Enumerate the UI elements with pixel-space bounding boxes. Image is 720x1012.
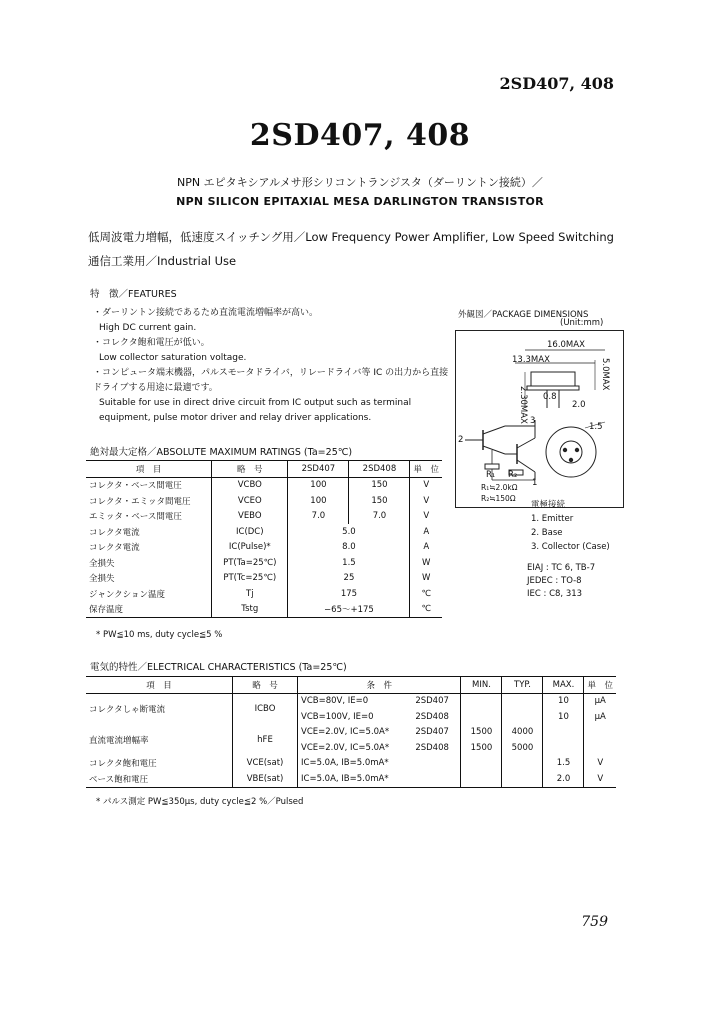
value-cell: 5.0	[288, 524, 410, 540]
resistor-r2-value: R₂≒150Ω	[481, 494, 516, 503]
dim-label: 5.0MAX	[600, 358, 610, 391]
unit-cell: μA	[584, 709, 616, 725]
value-cell: 7.0	[288, 509, 349, 525]
max-cell: 10	[543, 693, 584, 709]
circuit-label: 1	[532, 478, 538, 488]
table-row	[86, 756, 616, 772]
column-header: 単 位	[410, 461, 442, 478]
table-row	[86, 493, 442, 509]
feature-line: ・ダーリントン接続であるため直流電流増幅率が高い。	[93, 308, 319, 318]
value-cell: 8.0	[288, 540, 410, 556]
dim-label: 0.8	[543, 392, 557, 402]
typ-cell	[502, 693, 543, 709]
value-cell: 175	[288, 586, 410, 602]
table-row	[86, 540, 442, 556]
circuit-label: R₁	[486, 470, 496, 480]
subtitle-en: NPN SILICON EPITAXIAL MESA DARLINGTON TRANSISTOR	[176, 195, 544, 208]
package-flange	[527, 386, 579, 390]
table-row	[86, 602, 442, 618]
item-cell: コレクタ・ベース間電圧	[89, 481, 182, 492]
pin-connections	[531, 498, 610, 554]
circuit-label: 3	[530, 416, 536, 426]
table-row	[86, 571, 442, 587]
item-cell: 直流電流増幅率	[89, 736, 149, 746]
column-header: 2SD408	[349, 461, 410, 478]
symbol-cell: VCEO	[212, 493, 288, 509]
device-cell: 2SD407	[415, 727, 449, 738]
pin-heading: 電極接続	[531, 500, 566, 510]
max-cell: 10	[543, 709, 584, 725]
symbol-cell: Tstg	[212, 602, 288, 618]
typ-cell	[502, 756, 543, 772]
symbol-cell: VCBO	[212, 477, 288, 493]
symbol-cell: PT(Ta=25℃)	[212, 555, 288, 571]
condition-cell: VCE=2.0V, IC=5.0A*	[298, 740, 413, 756]
abs-max-heading: 絶対最大定格／ABSOLUTE MAXIMUM RATINGS (Ta=25℃)	[90, 447, 353, 458]
package-can-body	[531, 372, 575, 386]
value-cell: −65〜+175	[288, 602, 410, 618]
feature-line: equipment, pulse motor driver and relay driver applications.	[99, 413, 372, 423]
column-header: MIN.	[461, 677, 502, 694]
device-cell: 2SD408	[415, 742, 449, 753]
symbol-cell: VBE(sat)	[233, 771, 298, 787]
value-cell: 150	[349, 493, 410, 509]
feature-line: ・コレクタ飽和電圧が低い。	[93, 338, 210, 348]
standard-item: JEDEC : TO-8	[527, 576, 582, 586]
dim-label: 1.5	[589, 422, 603, 432]
typ-cell	[502, 709, 543, 725]
elec-table	[86, 676, 616, 788]
value-cell: 100	[288, 493, 349, 509]
pin-item: 1. Emitter	[531, 514, 574, 524]
value-cell: 1.5	[288, 555, 410, 571]
column-header: 単 位	[584, 677, 616, 694]
typ-cell: 5000	[502, 740, 543, 756]
feature-line: ・コンピュータ端末機器，パルスモータドライバ，リレードライバ等 IC の出力から直接ドライブする用途に最適です。	[93, 368, 449, 393]
standard-item: IEC : C8, 313	[527, 589, 583, 599]
unit-cell: V	[584, 756, 616, 772]
column-header: TYP.	[502, 677, 543, 694]
application-line-1: 低周波電力増幅，低速度スイッチング用／Low Frequency Power Amplifier, Low Speed Switching	[88, 230, 614, 244]
item-cell: 全損失	[89, 558, 115, 569]
item-cell: コレクタしゃ断電流	[89, 705, 166, 715]
unit-cell	[584, 725, 616, 741]
package-bottom-view	[546, 427, 596, 477]
abs-max-header-row	[86, 461, 442, 478]
circuit-label: R₂	[508, 470, 518, 480]
min-cell: 1500	[461, 725, 502, 741]
standard-item: EIAJ : TC 6, TB-7	[527, 563, 596, 573]
device-cell: 2SD408	[415, 711, 449, 722]
table-row	[86, 586, 442, 602]
unit-cell: V	[410, 477, 442, 493]
condition-cell: VCB=80V, IE=0	[298, 693, 413, 709]
column-header: MAX.	[543, 677, 584, 694]
value-cell: 25	[288, 571, 410, 587]
unit-cell	[584, 740, 616, 756]
table-row	[86, 477, 442, 493]
symbol-cell: PT(Tc=25℃)	[212, 571, 288, 587]
resistor-r1-value: R₁≒2.0kΩ	[481, 483, 518, 492]
unit-cell: W	[410, 571, 442, 587]
column-header: 略 号	[233, 677, 298, 694]
elec-note: * パルス測定 PW≦350μs, duty cycle≦2 %／Pulsed	[96, 797, 304, 807]
condition-cell: IC=5.0A, IB=5.0mA*	[298, 771, 413, 787]
condition-cell: VCE=2.0V, IC=5.0A*	[298, 725, 413, 741]
unit-cell: ℃	[410, 586, 442, 602]
feature-line: Low collector saturation voltage.	[99, 353, 247, 363]
min-cell	[461, 709, 502, 725]
max-cell: 2.0	[543, 771, 584, 787]
device-cell: 2SD407	[415, 696, 449, 707]
item-cell: コレクタ飽和電圧	[89, 759, 157, 770]
package-heading: 外観図／PACKAGE DIMENSIONS	[458, 310, 589, 320]
resistor-values	[481, 482, 518, 504]
typ-cell	[502, 771, 543, 787]
column-header: 項 目	[86, 677, 233, 694]
condition-cell: IC=5.0A, IB=5.0mA*	[298, 756, 413, 772]
symbol-cell: ICBO	[233, 693, 298, 725]
min-cell: 1500	[461, 740, 502, 756]
item-cell: コレクタ・エミッタ間電圧	[89, 496, 191, 507]
unit-cell: V	[584, 771, 616, 787]
max-cell	[543, 725, 584, 741]
value-cell: 7.0	[349, 509, 410, 525]
elec-header-row	[86, 677, 616, 694]
item-cell: ベース飽和電圧	[86, 771, 233, 787]
symbol-cell: hFE	[233, 725, 298, 756]
value-cell: 150	[349, 477, 410, 493]
column-header: 条 件	[298, 677, 461, 694]
features-list	[93, 306, 453, 426]
page-title: 2SD407, 408	[249, 118, 471, 153]
pin-item: 2. Base	[531, 528, 563, 538]
abs-max-table	[86, 460, 442, 618]
circuit-resistor-r1	[485, 464, 499, 469]
value-cell: 100	[288, 477, 349, 493]
item-cell: コレクタ電流	[89, 527, 140, 538]
max-cell	[543, 740, 584, 756]
column-header: 項 目	[86, 461, 212, 478]
unit-cell: ℃	[410, 602, 442, 618]
table-row	[86, 509, 442, 525]
unit-cell: V	[410, 493, 442, 509]
unit-cell: μA	[584, 693, 616, 709]
page-number: 759	[581, 914, 608, 930]
symbol-cell: IC(Pulse)*	[212, 540, 288, 556]
unit-cell: A	[410, 540, 442, 556]
standards	[527, 562, 595, 601]
features-heading: 特 徴／FEATURES	[90, 289, 177, 300]
dim-label: 2.0	[572, 400, 586, 410]
device-cell	[412, 771, 461, 787]
table-row	[86, 725, 616, 741]
table-row	[86, 555, 442, 571]
column-header: 略 号	[212, 461, 288, 478]
elec-heading: 電気的特性／ELECTRICAL CHARACTERISTICS (Ta=25℃)	[90, 662, 347, 673]
condition-cell: VCB=100V, IE=0	[298, 709, 413, 725]
symbol-cell: VCE(sat)	[233, 756, 298, 772]
table-row	[86, 693, 616, 709]
item-cell: エミッタ・ベース間電圧	[89, 512, 182, 523]
package-unit: (Unit:mm)	[560, 318, 604, 328]
unit-cell: A	[410, 524, 442, 540]
table-row	[86, 524, 442, 540]
feature-line: Suitable for use in direct drive circuit from IC output such as terminal	[99, 398, 412, 408]
symbol-cell: IC(DC)	[212, 524, 288, 540]
unit-cell: V	[410, 509, 442, 525]
item-cell: 保存温度	[86, 602, 212, 618]
dim-label: 13.3MAX	[512, 355, 550, 365]
column-header: 2SD407	[288, 461, 349, 478]
table-row	[86, 771, 616, 787]
min-cell	[461, 756, 502, 772]
min-cell	[461, 771, 502, 787]
subtitle-jp: NPN エピタキシアルメサ形シリコントランジスタ（ダーリントン接続）／	[177, 176, 543, 189]
feature-line: High DC current gain.	[99, 323, 197, 333]
typ-cell: 4000	[502, 725, 543, 741]
unit-cell: W	[410, 555, 442, 571]
item-cell: ジャンクション温度	[89, 589, 165, 600]
circuit-label: 2	[458, 435, 464, 445]
device-cell	[412, 756, 461, 772]
pin-item: 3. Collector (Case)	[531, 542, 610, 552]
item-cell: 全損失	[89, 574, 115, 585]
dim-label: 16.0MAX	[547, 340, 585, 350]
symbol-cell: VEBO	[212, 509, 288, 525]
dim-label: 2.30MAX	[518, 386, 528, 424]
max-cell: 1.5	[543, 756, 584, 772]
item-cell: コレクタ電流	[89, 543, 140, 554]
application-line-2: 通信工業用／Industrial Use	[88, 254, 237, 268]
symbol-cell: Tj	[212, 586, 288, 602]
abs-max-note: * PW≦10 ms, duty cycle≦5 %	[96, 630, 223, 640]
header-part-number: 2SD407, 408	[499, 74, 614, 93]
min-cell	[461, 693, 502, 709]
